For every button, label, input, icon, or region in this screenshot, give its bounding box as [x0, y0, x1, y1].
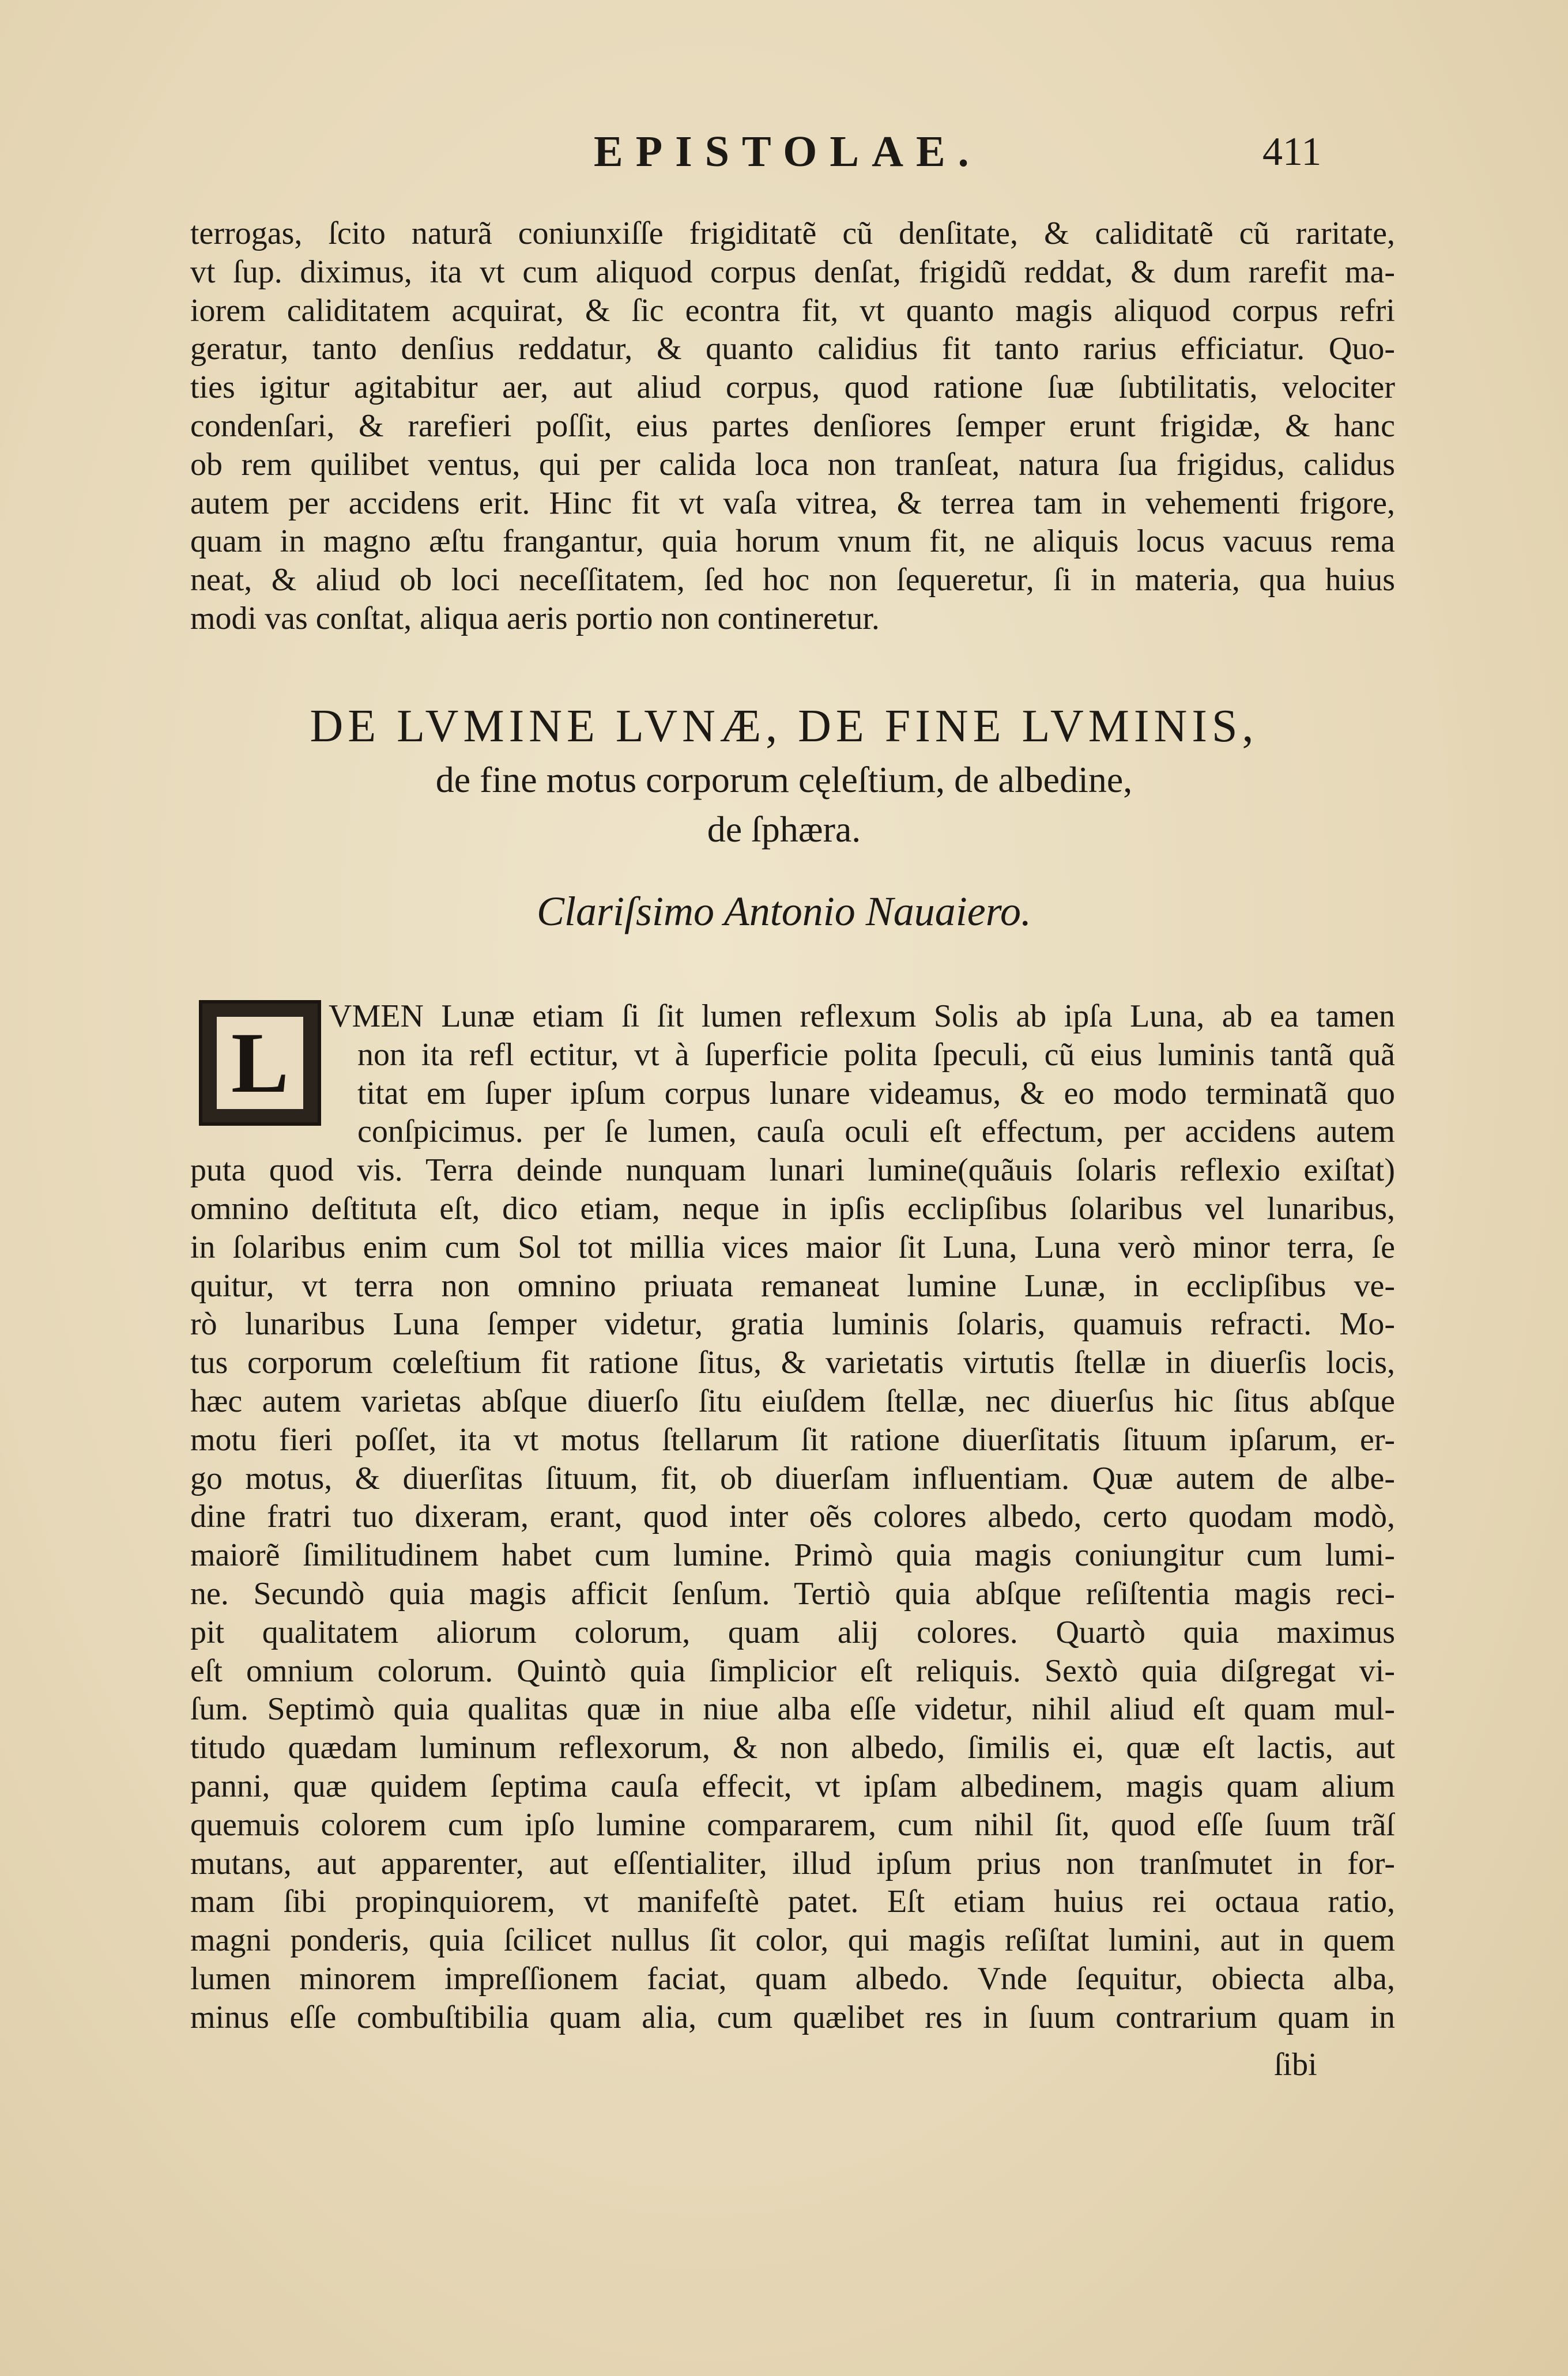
text-line: panni, quæ quidem ſeptima cauſa effecit, vt ipſam albedinem, magis quam alium — [190, 1768, 1395, 1804]
text-line: non ita refl ectitur, vt à ſuperficie polita ſpeculi, cũ eius luminis tantã quã — [357, 1036, 1395, 1073]
text-line: ob rem quilibet ventus, qui per calida loca non tranſeat, natura ſua frigidus, calidus — [190, 446, 1395, 482]
text-line: titudo quædam luminum reflexorum, & non albedo, ſimilis ei, quæ eſt lactis, aut — [190, 1730, 1395, 1766]
text-line: vt ſup. diximus, ita vt cum aliquod corpus denſat, frigidũ reddat, & dum rarefit ma- — [190, 254, 1395, 290]
page-header — [0, 127, 1568, 190]
catchword: ſibi — [1274, 2047, 1317, 2083]
text-line: omnino deſtituta eſt, dico etiam, neque in ipſis ecclipſibus ſolaribus vel lunaribus, — [190, 1190, 1395, 1227]
text-line: mam ſibi propinquiorem, vt manifeſtè patet. Eſt etiam huius rei octaua ratio, — [190, 1884, 1395, 1920]
text-line: modi vas conſtat, aliqua aeris portio non contineretur. — [190, 600, 880, 636]
text-line: puta quod vis. Terra deinde nunquam lunari lumine(quãuis ſolaris reflexio exiſtat) — [190, 1152, 1395, 1189]
text-line: conſpicimus. per ſe lumen, cauſa oculi eſt effectum, per accidens autem — [357, 1114, 1395, 1150]
text-line: ties igitur agitabitur aer, aut aliud corpus, quod ratione ſuæ ſubtilitatis, velociter — [190, 369, 1395, 406]
text-line: geratur, tanto denſius reddatur, & quanto calidius fit tanto rarius efficiatur. Quo- — [190, 331, 1395, 367]
running-head: EPISTOLAE. — [594, 127, 982, 176]
text-line: condenſari, & rarefieri poſſit, eius partes denſiores ſemper erunt frigidæ, & hanc — [190, 408, 1395, 444]
section-title-line2: de fine motus corporum cęleſtium, de albedine, — [435, 759, 1133, 800]
section-title-line3: de ſphæra. — [707, 809, 861, 850]
text-line: terrogas, ſcito naturã coniunxiſſe frigiditatẽ cũ denſitate, & caliditatẽ cũ raritate, — [190, 216, 1395, 251]
text-line: go motus, & diuerſitas ſituum, fit, ob diuerſam influentiam. Quæ autem de albe- — [190, 1460, 1395, 1496]
text-line: eſt omnium colorum. Quintò quia ſimplicior eſt reliquis. Sextò quia diſgregat vi- — [190, 1653, 1395, 1689]
text-line: lumen minorem impreſſionem faciat, quam albedo. Vnde ſequitur, obiecta alba, — [190, 1960, 1395, 1997]
text-line: VMEN Lunæ etiam ſi ſit lumen reflexum Solis ab ipſa Luna, ab ea tamen — [329, 998, 1395, 1034]
text-line: ne. Secundò quia magis afficit ſenſum. Tertiò quia abſque reſiſtentia magis reci- — [190, 1575, 1395, 1612]
text-line: magni ponderis, quia ſcilicet nullus ſit color, qui magis reſiſtat lumini, aut in quem — [190, 1922, 1395, 1959]
text-line: motu fieri poſſet, ita vt motus ſtellarum ſit ratione diuerſitatis ſituum ipſarum, er- — [190, 1421, 1395, 1458]
page-number: 411 — [1262, 130, 1322, 174]
text-line: autem per accidens erit. Hinc fit vt vaſa vitrea, & terrea tam in vehementi frigore, — [190, 485, 1395, 521]
text-line: rò lunaribus Luna ſemper videtur, gratia luminis ſolaris, quamuis refracti. Mo- — [190, 1306, 1395, 1342]
second-paragraph — [190, 997, 1395, 2037]
text-line: iorem caliditatem acquirat, & ſic econtra fit, vt quanto magis aliquod corpus refri — [190, 292, 1395, 329]
text-line: maiorẽ ſimilitudinem habet cum lumine. Primò quia magis coniungitur cum lumi- — [190, 1537, 1395, 1574]
first-paragraph — [190, 214, 1395, 638]
text-line: pit qualitatem aliorum colorum, quam alij colores. Quartò quia maximus — [190, 1614, 1395, 1650]
text-line: dine fratri tuo dixeram, erant, quod inter oẽs colores albedo, certo quodam modò, — [190, 1499, 1395, 1535]
section-title — [0, 697, 1568, 854]
text-line: quemuis colorem cum ipſo lumine compararem, cum nihil ſit, quod eſſe ſuum trãſ — [190, 1806, 1395, 1843]
text-line: minus eſſe combuſtibilia quam alia, cum quælibet res in ſuum contrarium quam in — [190, 1999, 1395, 2035]
text-line: neat, & aliud ob loci neceſſitatem, ſed hoc non ſequeretur, ſi in materia, qua huius — [190, 562, 1395, 598]
text-line: quitur, vt terra non omnino priuata remaneat lumine Lunæ, in ecclipſibus ve- — [190, 1268, 1395, 1304]
text-line: quam in magno æſtu frangantur, quia horum vnum fit, ne aliquis locus vacuus rema — [190, 523, 1395, 560]
addressee-line: Clariſsimo Antonio Nauaiero. — [536, 888, 1032, 934]
text-line: in ſolaribus enim cum Sol tot millia vices maior ſit Luna, Luna verò minor terra, ſe — [190, 1229, 1395, 1265]
initial-letter: L — [217, 1017, 303, 1109]
text-line: hæc autem varietas abſque diuerſo ſitu eiuſdem ſtellæ, nec diuerſus hic ſitus abſque — [190, 1383, 1395, 1419]
text-line: tus corporum cœleſtium fit ratione ſitus, & varietatis virtutis ſtellæ in diuerſis locis, — [190, 1345, 1395, 1381]
text-line: ſum. Septimò quia qualitas quæ in niue alba eſſe videtur, nihil aliud eſt quam mul- — [190, 1691, 1395, 1728]
text-line: mutans, aut apparenter, aut eſſentialiter, illud ipſum prius non tranſmutet in for- — [190, 1845, 1395, 1881]
section-title-caps: DE LVMINE LVNÆ, DE FINE LVMINIS, — [310, 701, 1258, 752]
text-line: titat em ſuper ipſum corpus lunare videamus, & eo modo terminatã quo — [357, 1075, 1395, 1111]
